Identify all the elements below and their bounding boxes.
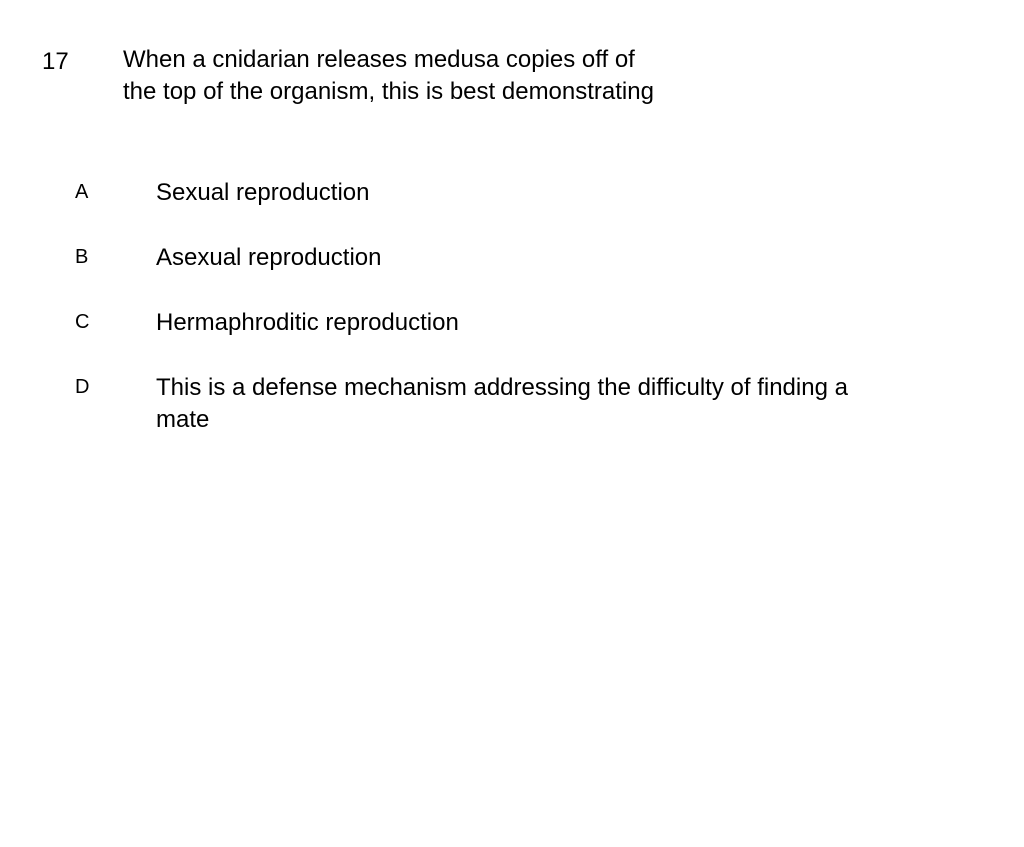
option-text (156, 372, 946, 436)
option-text (156, 242, 946, 274)
option-text (156, 177, 946, 209)
question-line: the top of the organism, this is best demonstrating (123, 78, 654, 105)
option-line: Asexual reproduction (156, 244, 382, 271)
option-letter: B (75, 246, 89, 268)
option-letter: D (75, 376, 90, 398)
option-text (156, 307, 946, 339)
question-number: 17 (42, 48, 69, 75)
option-letter: A (75, 181, 89, 203)
option-letter: C (75, 311, 90, 333)
option-line: mate (156, 406, 210, 433)
option-line: Sexual reproduction (156, 179, 370, 206)
option-line: This is a defense mechanism addressing the difficulty of finding a (156, 374, 848, 401)
question-line: When a cnidarian releases medusa copies off of (123, 46, 635, 73)
option-line: Hermaphroditic reproduction (156, 309, 459, 336)
